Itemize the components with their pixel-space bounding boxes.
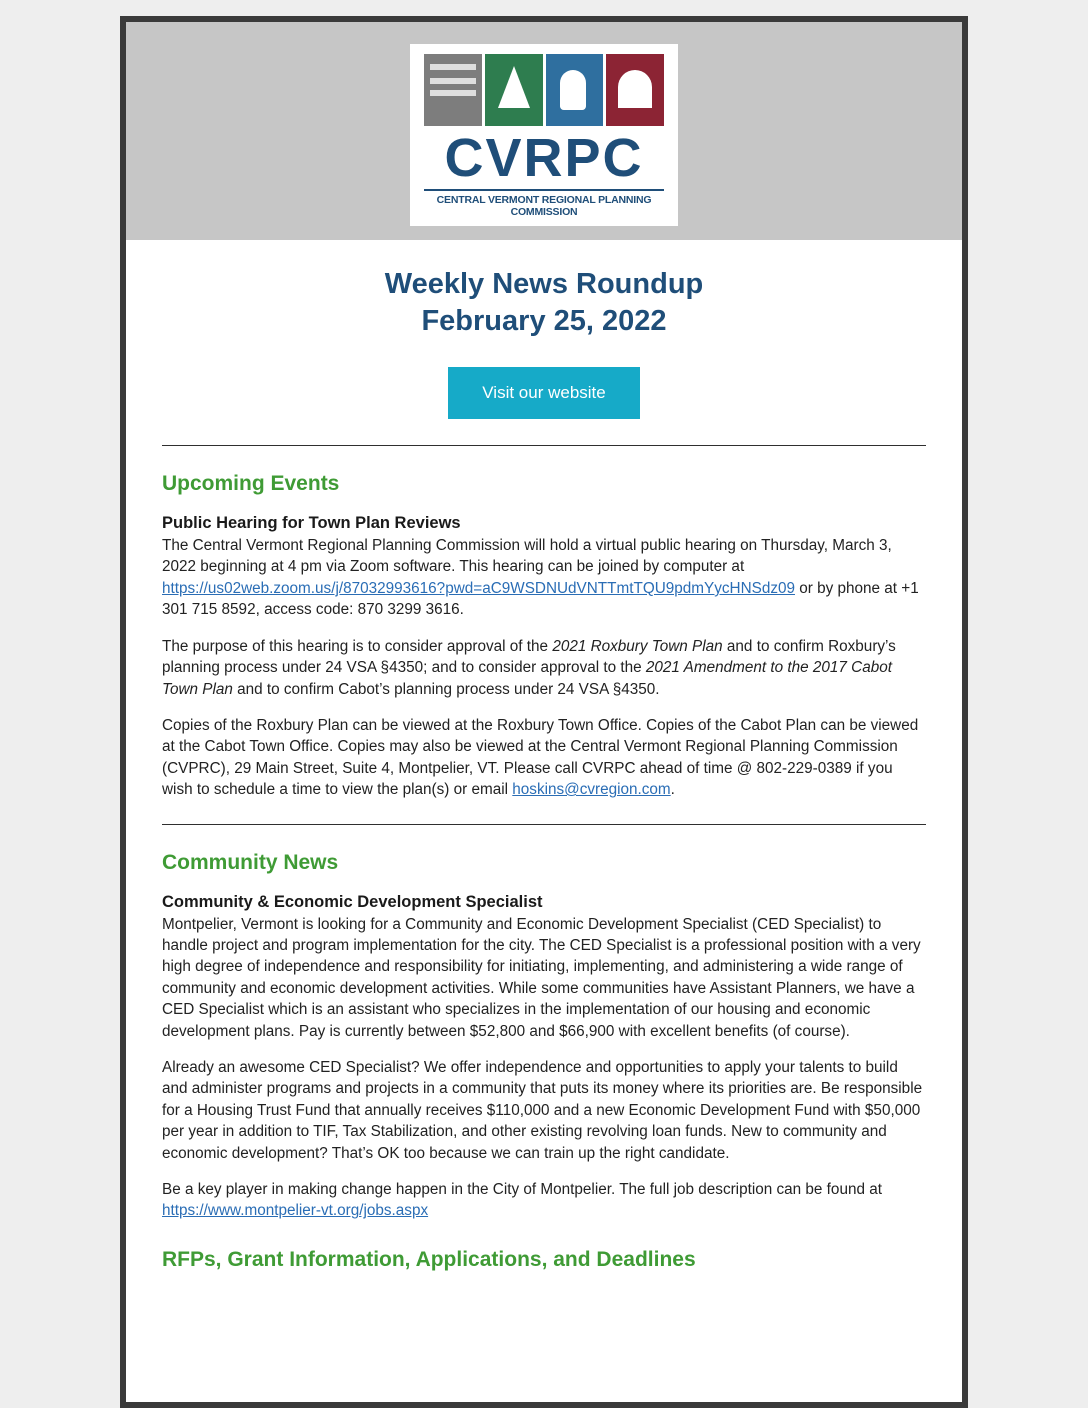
purpose-text-a: The purpose of this hearing is to consider approval of the — [162, 637, 549, 655]
section-heading-rfps: RFPs, Grant Information, Applications, and Deadlines — [162, 1247, 696, 1271]
section-upcoming-events — [126, 472, 962, 800]
email-link-hoskins[interactable]: hoskins@cvregion.com — [512, 781, 671, 799]
hearing-text-a: The Central Vermont Regional Planning Commission will hold a virtual public hearing on Thursday, March 3, 2022 beginning at 4 pm via Zoom software. This hearing can be joined by computer at — [162, 537, 892, 576]
cvrpc-logo — [410, 44, 678, 226]
section-community-news — [126, 851, 962, 1272]
logo-silo-icon — [546, 54, 604, 126]
logo-banner — [126, 22, 962, 240]
purpose-text-c: and to confirm Cabot’s planning process under 24 VSA §4350. — [237, 680, 660, 698]
paragraph-ced-overview: Montpelier, Vermont is looking for a Community and Economic Development Specialist (CED Specialist) to handle project and program implementation for the city. The CED Specialist is a professional position with a very high degree of independence and responsibility for initiating, implementing, and administering a wide range of community and economic development activities. While some communities have Assistant Planners, we have a CED Specialist which is an assistant who specializes in the implementation of our housing and economic development plans. Pay is currently between $52,800 and $66,900 with excellent benefits (of course). — [162, 915, 921, 1040]
divider-top — [162, 445, 926, 446]
logo-artwork-icon — [424, 54, 664, 126]
visit-website-button[interactable]: Visit our website — [448, 367, 639, 419]
copies-text-a: Copies of the Roxbury Plan can be viewed at the Roxbury Town Office. Copies of the Cabot Plan can be viewed at the Cabot Town Office. Copies may also be viewed at the Central Vermont Regional Planning Commission (CVPRC), 29 Main Street, Suite 4, Montpelier, VT. Please call CVRPC ahead of time @ 802-229-0389 if you wish to schedule a time to view the plan(s) or email — [162, 716, 919, 799]
paragraph-ced-pitch: Already an awesome CED Specialist? We offer independence and opportunities to apply your talents to build and administer programs and projects in a community that puts its money where its priorities are. Be responsible for a Housing Trust Fund that annually receives $110,000 and a new Economic Development Fund with $50,000 per year in addition to TIF, Tax Stabilization, and other existing revolving loan funds. New to community and economic development? That’s OK too because we can train up the right candidate. — [162, 1058, 923, 1162]
paragraph-hearing-details — [162, 535, 926, 621]
subheading-public-hearing: Public Hearing for Town Plan Reviews — [162, 514, 461, 533]
logo-tree-icon — [485, 54, 543, 126]
paragraph-plan-copies — [162, 715, 926, 801]
section-heading-community-news: Community News — [162, 850, 339, 874]
zoom-link[interactable]: https://us02web.zoom.us/j/87032993616?pwd=aC9WSDNUdVNTTmtTQU9pdmYycHNSdz09 — [162, 579, 795, 597]
spacer-before-divider — [126, 816, 962, 824]
logo-subtitle: CENTRAL VERMONT REGIONAL PLANNING COMMISSION — [424, 189, 664, 218]
apply-text-a: Be a key player in making change happen in the City of Montpelier. The full job description can be found at — [162, 1181, 882, 1198]
newsletter-content — [126, 240, 962, 1272]
email-newsletter-frame — [120, 16, 968, 1408]
title-line-1: Weekly News Roundup — [384, 267, 704, 300]
logo-statehouse-icon — [606, 54, 664, 126]
section-heading-upcoming-events: Upcoming Events — [162, 472, 340, 496]
hearing-text-b: or by phone at +1 301 715 8592, access code: 870 3299 3616. — [162, 579, 919, 619]
copies-text-b: . — [670, 781, 675, 799]
newsletter-title — [126, 240, 962, 345]
paragraph-ced-apply — [162, 1179, 926, 1222]
subheading-ced-specialist: Community & Economic Development Specialist — [162, 892, 543, 911]
logo-bridge-icon — [424, 54, 482, 126]
paragraph-hearing-purpose — [162, 636, 926, 700]
jobs-link[interactable]: https://www.montpelier-vt.org/jobs.aspx — [162, 1202, 429, 1220]
plan-title-cabot: 2021 Amendment to the 2017 Cabot Town Plan — [162, 659, 892, 698]
logo-wordmark: CVRPC — [444, 128, 644, 188]
cta-container — [126, 345, 962, 445]
purpose-text-b: and to confirm Roxbury’s planning process under 24 VSA §4350; and to consider approval to the — [162, 637, 896, 677]
plan-title-roxbury: 2021 Roxbury Town Plan — [552, 637, 723, 655]
divider-community — [162, 824, 926, 825]
title-line-2: February 25, 2022 — [421, 305, 667, 338]
